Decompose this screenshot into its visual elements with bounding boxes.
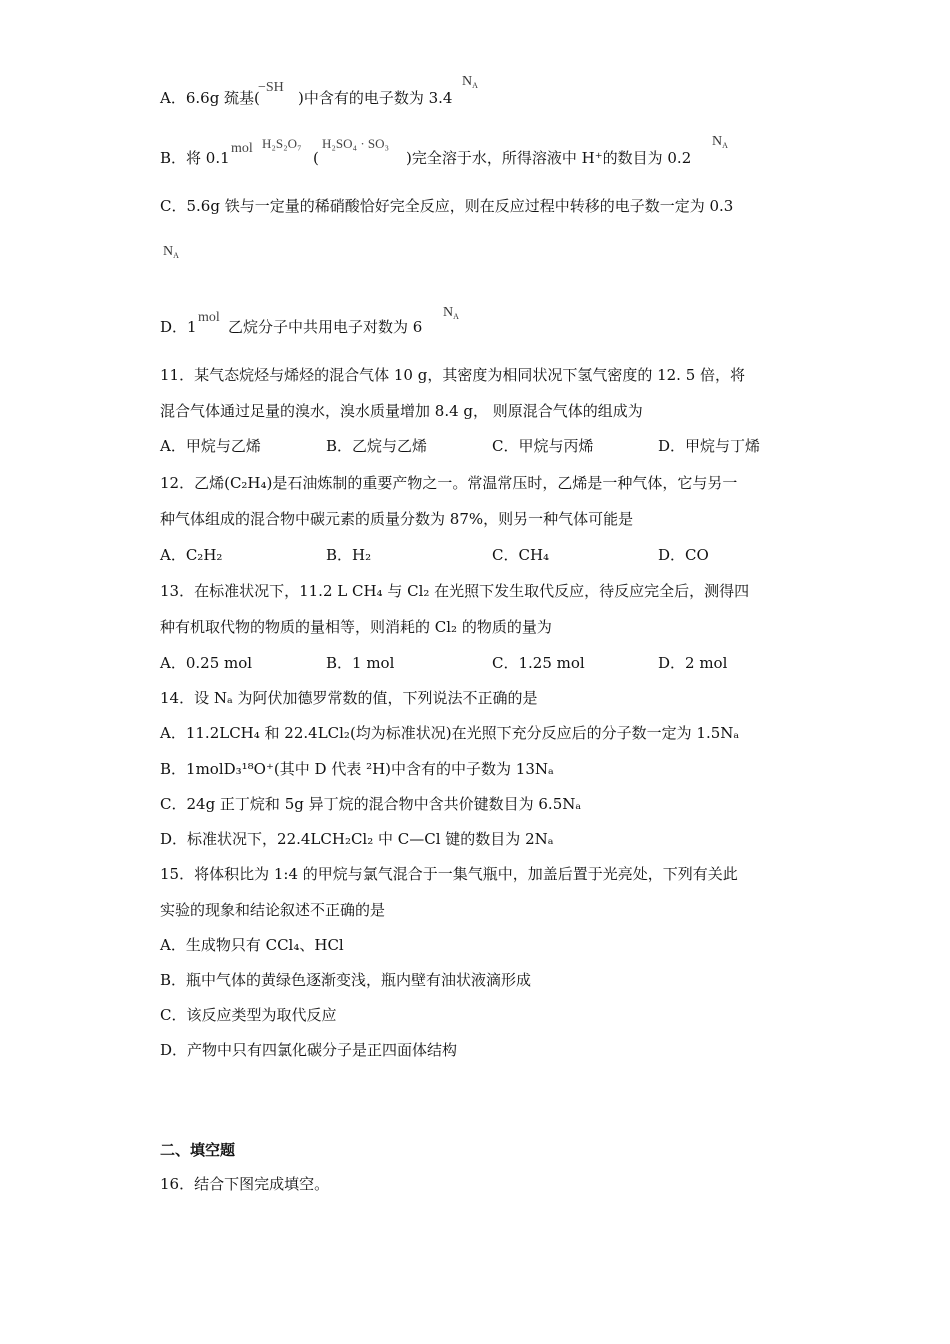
q11-option-a: A．甲烷与乙烯	[160, 437, 261, 455]
q12-stem-line2: 种气体组成的混合物中碳元素的质量分数为 87%，则另一种气体可能是	[160, 510, 634, 528]
q10-b-paren: (	[313, 149, 319, 167]
q10-b-pre: B．将 0.1	[160, 149, 230, 167]
q12-stem-line1: 12．乙烯(C₂H₄)是石油炼制的重要产物之一。常温常压时，乙烯是一种气体，它与另一	[160, 474, 738, 492]
q13-stem-line1: 13．在标准状况下，11.2 L CH₄ 与 Cl₂ 在光照下发生取代反应，待反应完全后，测得四	[160, 582, 750, 600]
q16-stem: 16．结合下图完成填空。	[160, 1175, 330, 1193]
q14-stem: 14．设 Nₐ 为阿伏加德罗常数的值，下列说法不正确的是	[160, 689, 538, 707]
q10-a-post: )中含有的电子数为 3.4	[298, 89, 453, 107]
q11-option-b: B．乙烷与乙烯	[326, 437, 428, 455]
q15-option-d: D．产物中只有四氯化碳分子是正四面体结构	[160, 1041, 458, 1059]
q10-option-a	[160, 88, 260, 108]
q11-option-d: D．甲烷与丁烯	[658, 437, 761, 455]
section-heading: 二、填空题	[160, 1141, 236, 1159]
q12-option-a: A．C₂H₂	[160, 546, 223, 564]
q13-option-a: A．0.25 mol	[160, 654, 253, 672]
q10-d-unit: $N_A$	[443, 305, 459, 321]
q12-option-c: C．CH₄	[492, 546, 550, 564]
q10-a-formula: −SH	[258, 80, 284, 95]
q15-stem-line1: 15．将体积比为 1:4 的甲烷与氯气混合于一集气瓶中，加盖后置于光亮处，下列有关此	[160, 865, 738, 883]
q10-b-unit: $N_A$	[712, 134, 728, 150]
q13-stem-line2: 种有机取代物的物质的量相等，则消耗的 Cl₂ 的物质的量为	[160, 618, 552, 636]
q10-b-mol: mol	[231, 141, 253, 156]
q15-stem-line2: 实验的现象和结论叙述不正确的是	[160, 901, 386, 919]
q14-option-a: A．11.2LCH₄ 和 22.4LCl₂(均为标准状况)在光照下充分反应后的分子数一定为 1.5Nₐ	[160, 724, 740, 742]
q13-option-d: D．2 mol	[658, 654, 728, 672]
q10-d-post: 乙烷分子中共用电子对数为 6	[228, 318, 423, 336]
q15-option-c: C．该反应类型为取代反应	[160, 1006, 337, 1024]
q12-option-d: D．CO	[658, 546, 709, 564]
q10-b-formula2: H₂SO₄ · SO₃	[322, 136, 390, 151]
q13-option-c: C．1.25 mol	[492, 654, 585, 672]
q11-stem-line1: 11．某气态烷烃与烯烃的混合气体 10 g，其密度为相同状况下氢气密度的 12. 5 倍，将	[160, 366, 746, 384]
q15-option-a: A．生成物只有 CCl₄、HCl	[160, 936, 344, 954]
q14-option-c: C．24g 正丁烷和 5g 异丁烷的混合物中含共价键数目为 6.5Nₐ	[160, 795, 582, 813]
q14-option-b: B．1molD₃¹⁸O⁺(其中 D 代表 ²H)中含有的中子数为 13Nₐ	[160, 760, 554, 778]
q15-option-b: B．瓶中气体的黄绿色逐渐变浅，瓶内壁有油状液滴形成	[160, 971, 532, 989]
q10-b-post: )完全溶于水，所得溶液中 H⁺的数目为 0.2	[406, 149, 692, 167]
q12-option-b: B．H₂	[326, 546, 372, 564]
q10-a-unit: $N_A$	[462, 74, 478, 90]
q10-d-pre: D．1	[160, 318, 197, 336]
q10-b-h2s2o7: H₂S₂O₇	[262, 136, 302, 151]
q10-c-unit: $N_A$	[163, 244, 179, 260]
q11-stem-line2: 混合气体通过足量的溴水，溴水质量增加 8.4 g， 则原混合气体的组成为	[160, 402, 643, 420]
q10-d-mol: mol	[198, 310, 220, 325]
q11-option-c: C．甲烷与丙烯	[492, 437, 594, 455]
q13-option-b: B．1 mol	[326, 654, 395, 672]
q10-option-c: C．5.6g 铁与一定量的稀硝酸恰好完全反应，则在反应过程中转移的电子数一定为 0.3	[160, 197, 734, 215]
q10-a-pre: A．6.6g 巯基(	[160, 89, 260, 107]
q14-option-d: D．标准状况下，22.4LCH₂Cl₂ 中 C—Cl 键的数目为 2Nₐ	[160, 830, 554, 848]
